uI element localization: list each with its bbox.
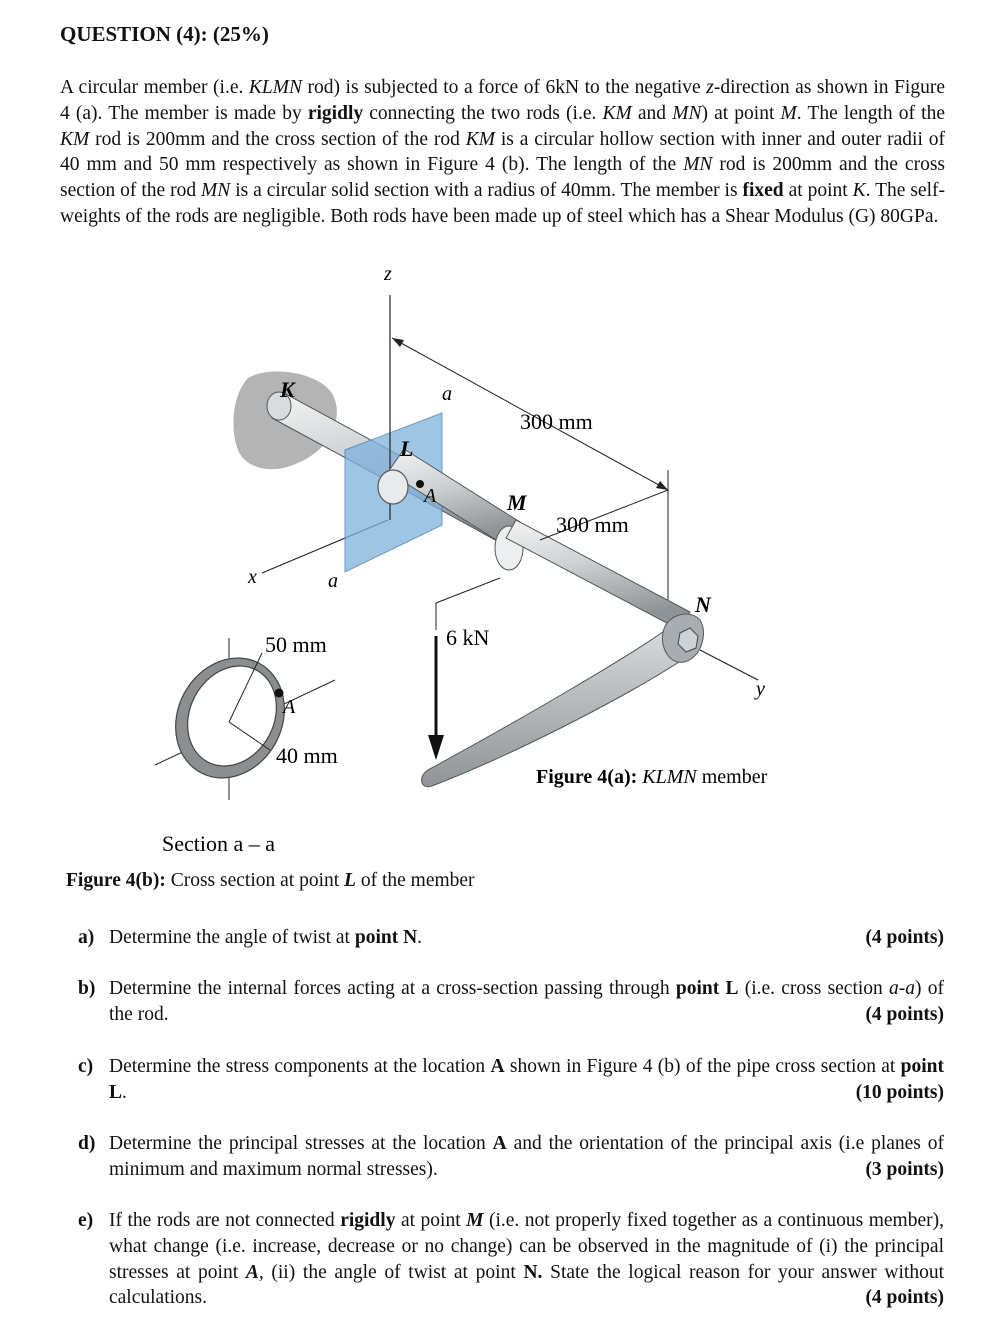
question-heading: QUESTION (4): (25%) bbox=[60, 22, 269, 46]
label-A-fig-a: A bbox=[424, 485, 437, 507]
dim-arrow-top-end bbox=[656, 481, 668, 490]
section-A-label: A bbox=[283, 696, 296, 718]
label-L: L bbox=[400, 436, 414, 461]
section-label: Section a – a bbox=[162, 831, 276, 856]
y-axis bbox=[700, 650, 758, 680]
question-d: d) Determine the principal stresses at the location A and the orientation of the principal axis (i.e planes of minimum and maximum normal stresses). (3 points) bbox=[78, 1133, 944, 1180]
dim-mid-label: 300 mm bbox=[556, 512, 629, 537]
section-outer-radius-label: 50 mm bbox=[265, 632, 327, 657]
force-label: 6 kN bbox=[446, 625, 490, 650]
force-arrow-head bbox=[428, 735, 444, 760]
axis-z-label: z bbox=[384, 263, 392, 285]
label-K: K bbox=[280, 377, 295, 402]
section-inner-radius-label: 40 mm bbox=[276, 743, 338, 768]
wrench-handle bbox=[422, 628, 700, 787]
figure-4 bbox=[0, 250, 1003, 860]
question-c: c) Determine the stress components at the location A shown in Figure 4 (b) of the pipe cross section at point L. (10 points) bbox=[78, 1056, 944, 1103]
axis-x-label: x bbox=[248, 566, 257, 588]
label-M: M bbox=[507, 490, 527, 515]
force-dim-line bbox=[436, 578, 500, 603]
problem-statement: A circular member (i.e. KLMN rod) is subjected to a force of 6kN to the negative z-direction as shown in Figure 4 (a). The member is made by rigidly connecting the two rods (i.e. KM and MN) at point M. The length of the KM rod is 200mm and the cross section of the rod KM is a circular hollow section with inner and outer radii of 40 mm and 50 mm respectively as shown in Figure 4 (b). The length of the MN rod is 200mm and the cross section of the rod MN is a circular solid section with a radius of 40mm. The member is fixed at point K. The self-weights of the rods are negligible. Both rods have been made up of steel which has a Shear Modulus (G) 80GPa. bbox=[60, 77, 945, 227]
rod-cut-L bbox=[378, 470, 408, 504]
label-a-bottom: a bbox=[328, 570, 338, 592]
axis-y-label: y bbox=[756, 678, 765, 700]
point-A-dot bbox=[416, 480, 424, 488]
caption-4b: Figure 4(b): Cross section at point L of the member bbox=[66, 870, 475, 891]
question-e: e) If the rods are not connected rigidly at point M (i.e. not properly fixed together as a continuous member), what change (i.e. increase, decrease or no change) can be observed in the magnitude of (i) the principal stresses at point A, (ii) the angle of twist at point N. State the logical reason for your answer without calculations. (4 points) bbox=[78, 1210, 944, 1309]
dim-arrow-top-start bbox=[392, 338, 404, 347]
caption-4a: Figure 4(a): KLMN member bbox=[536, 766, 768, 788]
label-a-top: a bbox=[442, 383, 452, 405]
question-a: a) (4 points) Determine the angle of twist at point N. bbox=[78, 927, 944, 948]
dim-top-label: 300 mm bbox=[520, 409, 593, 434]
question-b: b) Determine the internal forces acting at a cross-section passing through point L (i.e. cross section a-a) of the rod. (4 points) bbox=[78, 978, 944, 1025]
label-N: N bbox=[695, 592, 711, 617]
